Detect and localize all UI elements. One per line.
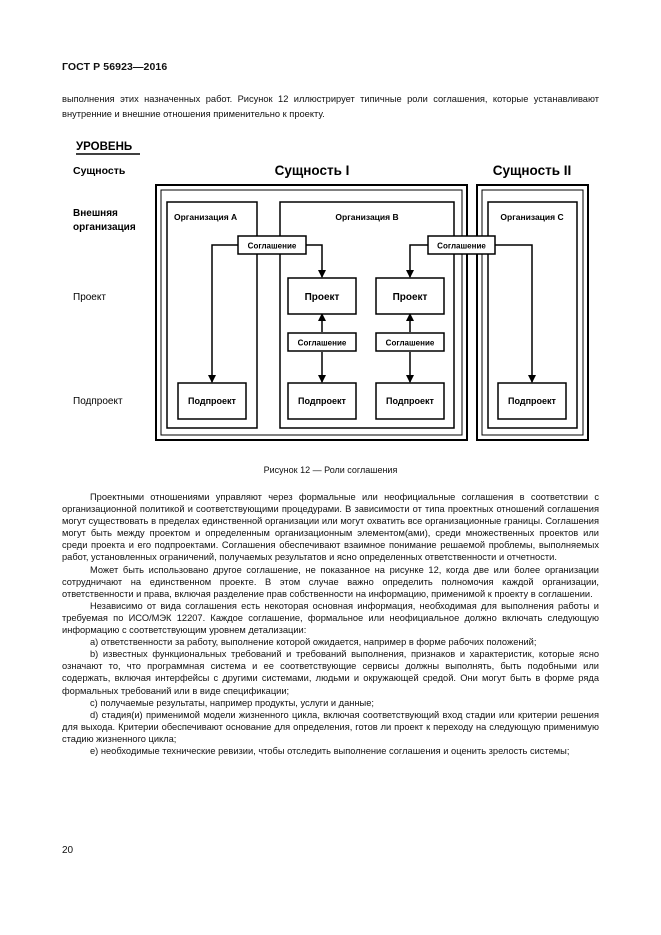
paragraph: Проектными отношениями управляют через формальные или неофициальные соглашения в соответствии с организационной политикой и соответствующими процедурами. В зависимости от типа проектных отношений соглашения могут существовать в пределах единственной организации или могут охватить все организационные границы. Соглашения могут быть между проектом и определенным организационным элементом(ами), среди множественных проектов или среди проекта и его подпроектами. Соглашения обеспечивают взаимное понимание решаемой проблемы, выполняемых работ, установленных ограничений, получаемых результатов и ясно определенных ответственности и отчетности. [62, 492, 599, 563]
subproject-box-c [498, 383, 566, 419]
subproject-box-b2 [376, 383, 444, 419]
agreement-box-b1 [288, 333, 356, 351]
arrow-agreement-to-subproject-a [212, 245, 238, 382]
agreement-label-right: Соглашение [437, 241, 486, 251]
org-b-label: Организация В [335, 212, 399, 222]
intro-paragraph: выполнения этих назначенных работ. Рисунок 12 иллюстрирует типичные роли соглашения, которые устанавливают внутренние и внешние отношения применительно к проекту. [62, 94, 599, 119]
entity-2-title: Сущность II [492, 163, 572, 178]
level-project: Проект [73, 292, 106, 303]
list-item: а) ответственности за работу, выполнение которой ожидается, например в форме рабочих положений; [90, 637, 537, 648]
agreement-box-b2 [376, 333, 444, 351]
level-subproject: Подпроект [73, 396, 123, 407]
org-c-label: Организация С [500, 212, 564, 222]
arrow-agreement-to-project-b2 [410, 245, 428, 277]
page-number: 20 [62, 845, 74, 856]
level-external-org-line2: организация [73, 222, 136, 233]
project-label-b1: Проект [304, 292, 340, 303]
figure-caption: Рисунок 12 — Роли соглашения [263, 465, 398, 475]
arrow-agreement-to-subproject-c [495, 245, 532, 382]
subproject-label-b1: Подпроект [298, 396, 346, 406]
subproject-label-b2: Подпроект [386, 396, 434, 406]
arrow-agreement-to-project-b1 [306, 245, 322, 277]
project-box-b1 [288, 278, 356, 314]
entity-1-title: Сущность I [274, 163, 350, 178]
list-item: b) известных функциональных требований и требований выполнения, признаков и характеристик, которые ясно означают то, что программная система и ее соответствующие сервисы должны выполнять, быть подобными или содержать, включая интерфейсы с другими системами, людьми и окружающей средой. Они могут быть в форме ряда формальных требований или в виде спецификации; [62, 649, 599, 696]
list-item: с) получаемые результаты, например продукты, услуги и данные; [90, 697, 374, 708]
subproject-label-c: Подпроект [508, 396, 556, 406]
list-item: е) необходимые технические ревизии, чтобы отследить выполнение соглашения и оценить зрелость системы; [90, 745, 570, 756]
project-label-b2: Проект [392, 292, 428, 303]
level-entity: Сущность [73, 165, 126, 177]
agreement-label-left: Соглашение [247, 241, 297, 251]
level-heading: УРОВЕНЬ [76, 141, 133, 153]
subproject-box-a [178, 383, 246, 419]
subproject-label-a: Подпроект [188, 396, 236, 406]
agreement-label-b1: Соглашение [297, 338, 347, 348]
document-header: ГОСТ Р 56923—2016 [62, 61, 168, 73]
agreement-roles-diagram [60, 134, 605, 454]
subproject-box-b1 [288, 383, 356, 419]
list-item: d) стадия(и) применимой модели жизненного цикла, включая соответствующий вход стадии или критерии решения для выхода. Критерии обеспечивают основание для определения, готов ли проект к переходу на следующую применимую стадию жизненного цикла; [62, 709, 599, 744]
project-box-b2 [376, 278, 444, 314]
level-external-org-line1: Внешняя [73, 208, 118, 219]
agreement-box-left [238, 236, 306, 254]
body-text [62, 491, 599, 757]
paragraph: Может быть использовано другое соглашение, не показанное на рисунке 12, когда две или более организации сотрудничают на единственном проекте. В этом случае важно определить полномочия каждой организации, ответственности и права, включая разделение прав собственности на информацию, применимой к проекту в соглашении. [62, 564, 599, 599]
paragraph: Независимо от вида соглашения есть некоторая основная информация, необходимая для выполнения работы и требуемая по ИСО/МЭК 12207. Каждое соглашение, формальное или неофициальное должно включать следующую информацию с соответствующим уровнем детализации: [62, 600, 599, 636]
agreement-box-right [428, 236, 495, 254]
figure-roles-of-agreement [60, 134, 605, 454]
org-a-label: Организация А [174, 212, 238, 222]
agreement-label-b2: Соглашение [385, 338, 435, 348]
